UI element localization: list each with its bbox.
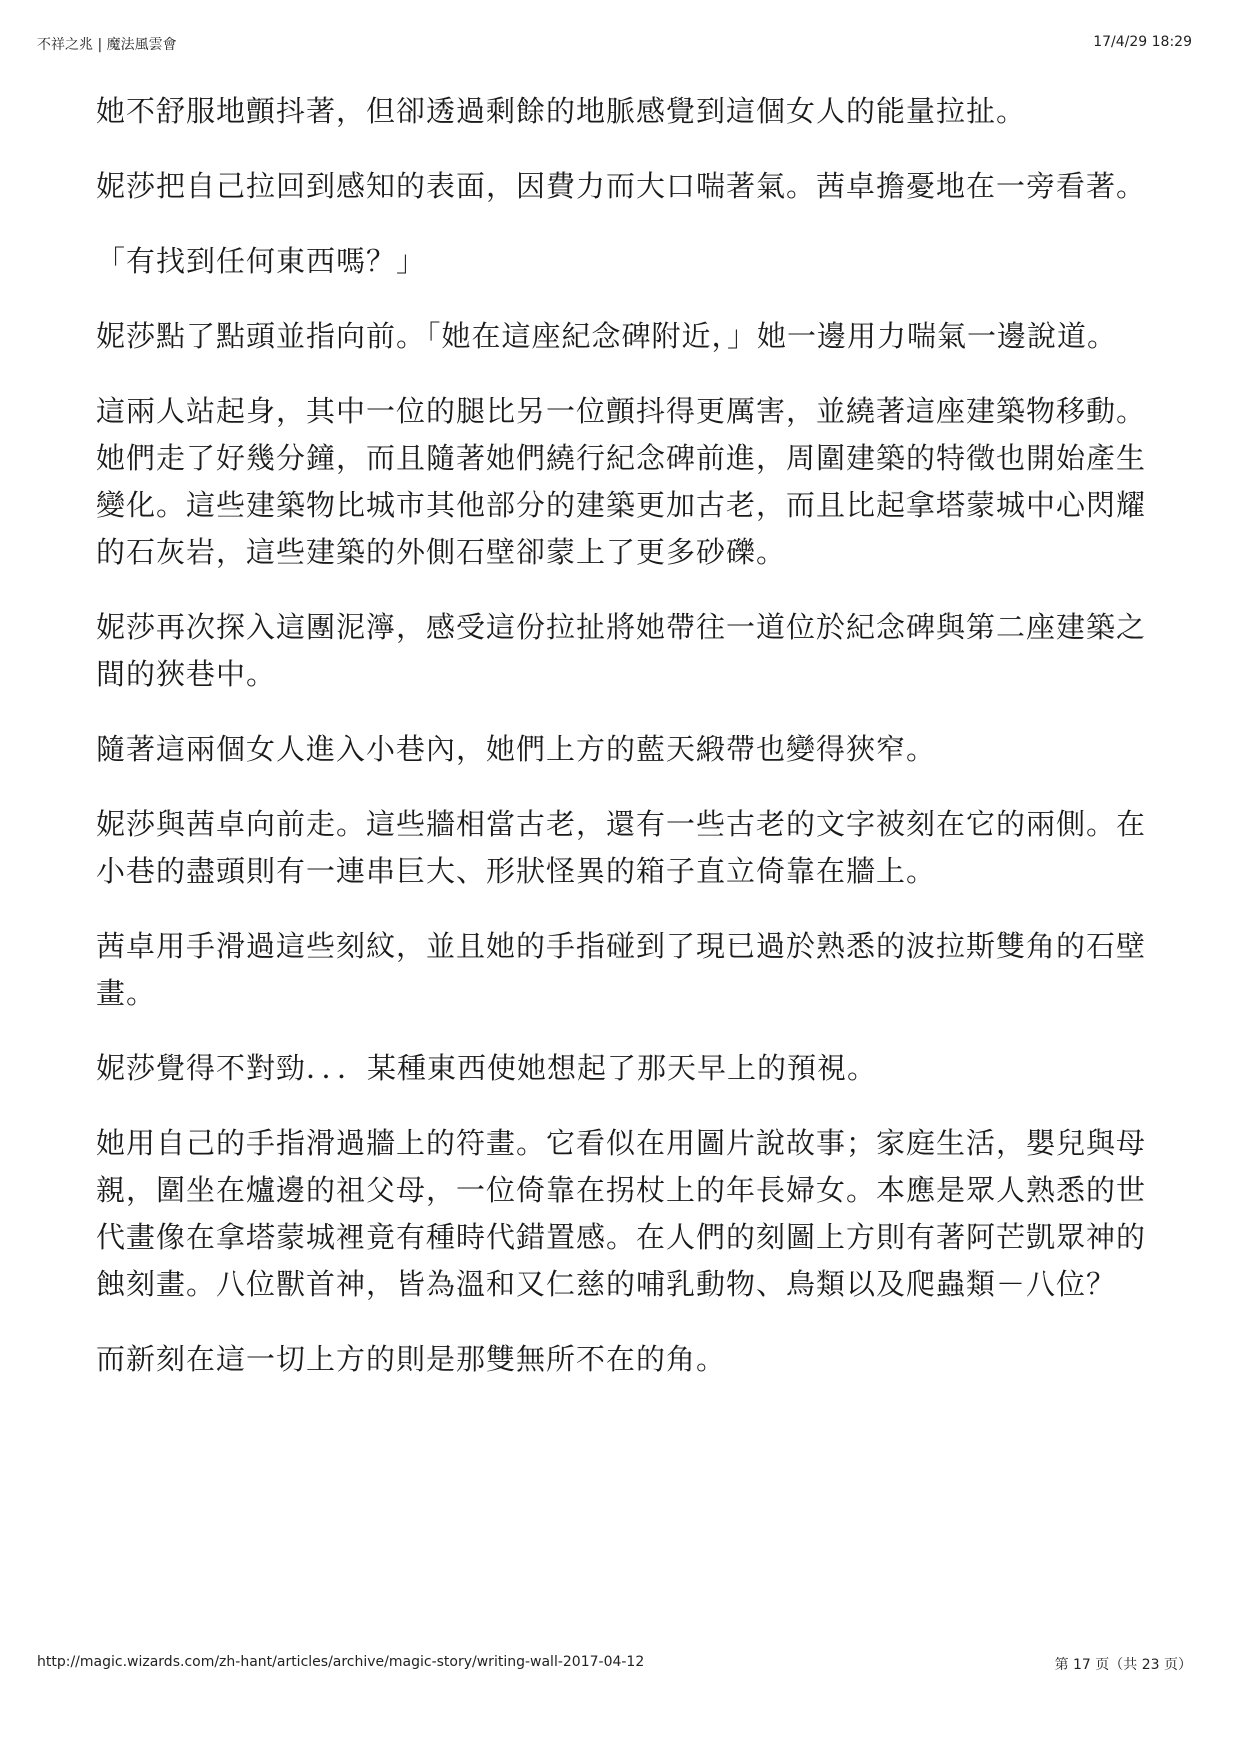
paragraph: 「有找到任何東西嗎？」 xyxy=(96,244,427,278)
print-header xyxy=(37,34,1192,56)
paragraph: 茜卓用手滑過這些刻紋，並且她的手指碰到了現已過於熟悉的波拉斯雙角的石壁畫。 xyxy=(96,929,1147,1010)
paragraph: 而新刻在這一切上方的則是那雙無所不在的角。 xyxy=(96,1342,727,1376)
paragraph: 妮莎與茜卓向前走。這些牆相當古老，還有一些古老的文字被刻在它的兩側。在小巷的盡頭則有一連串巨大、形狀怪異的箱子直立倚靠在牆上。 xyxy=(96,807,1147,888)
print-footer xyxy=(37,1654,1192,1676)
paragraph: 妮莎把自己拉回到感知的表面，因費力而大口喘著氣。茜卓擔憂地在一旁看著。 xyxy=(96,169,1147,203)
paragraph: 這兩人站起身，其中一位的腿比另一位顫抖得更厲害，並繞著這座建築物移動。她們走了好幾分鐘，而且隨著她們繞行紀念碑前進，周圍建築的特徵也開始產生變化。這些建築物比城市其他部分的建築更加古老，而且比起拿塔蒙城中心閃耀的石灰岩，這些建築的外側石壁卻蒙上了更多砂礫。 xyxy=(96,394,1147,569)
paragraph: 妮莎點了點頭並指向前。「她在這座紀念碑附近，」她一邊用力喘氣一邊說道。 xyxy=(96,319,1118,353)
paragraph: 她不舒服地顫抖著，但卻透過剩餘的地脈感覺到這個女人的能量拉扯。 xyxy=(96,94,1027,128)
paragraph: 妮莎再次探入這團泥濘，感受這份拉扯將她帶往一道位於紀念碑與第二座建築之間的狹巷中。 xyxy=(96,610,1147,691)
page-number: 第 17 页（共 23 页） xyxy=(1054,1657,1192,1673)
source-url[interactable]: http://magic.wizards.com/zh-hant/articles/archive/magic-story/writing-wall-2017-04-12 xyxy=(37,1654,645,1670)
page-title: 不祥之兆 | 魔法風雲會 xyxy=(37,37,177,53)
paragraph: 隨著這兩個女人進入小巷內，她們上方的藍天緞帶也變得狹窄。 xyxy=(96,732,937,766)
article-body xyxy=(96,88,1146,1411)
paragraph: 妮莎覺得不對勁．．．某種東西使她想起了那天早上的預視。 xyxy=(96,1051,878,1085)
paragraph: 她用自己的手指滑過牆上的符畫。它看似在用圖片說故事；家庭生活，嬰兒與母親，圍坐在爐邊的祖父母，一位倚靠在拐杖上的年長婦女。本應是眾人熟悉的世代畫像在拿塔蒙城裡竟有種時代錯置感。在人們的刻圖上方則有著阿芒凱眾神的蝕刻畫。八位獸首神，皆為溫和又仁慈的哺乳動物、鳥類以及爬蟲類－八位？ xyxy=(96,1126,1147,1301)
print-datetime: 17/4/29 18:29 xyxy=(1093,34,1192,50)
